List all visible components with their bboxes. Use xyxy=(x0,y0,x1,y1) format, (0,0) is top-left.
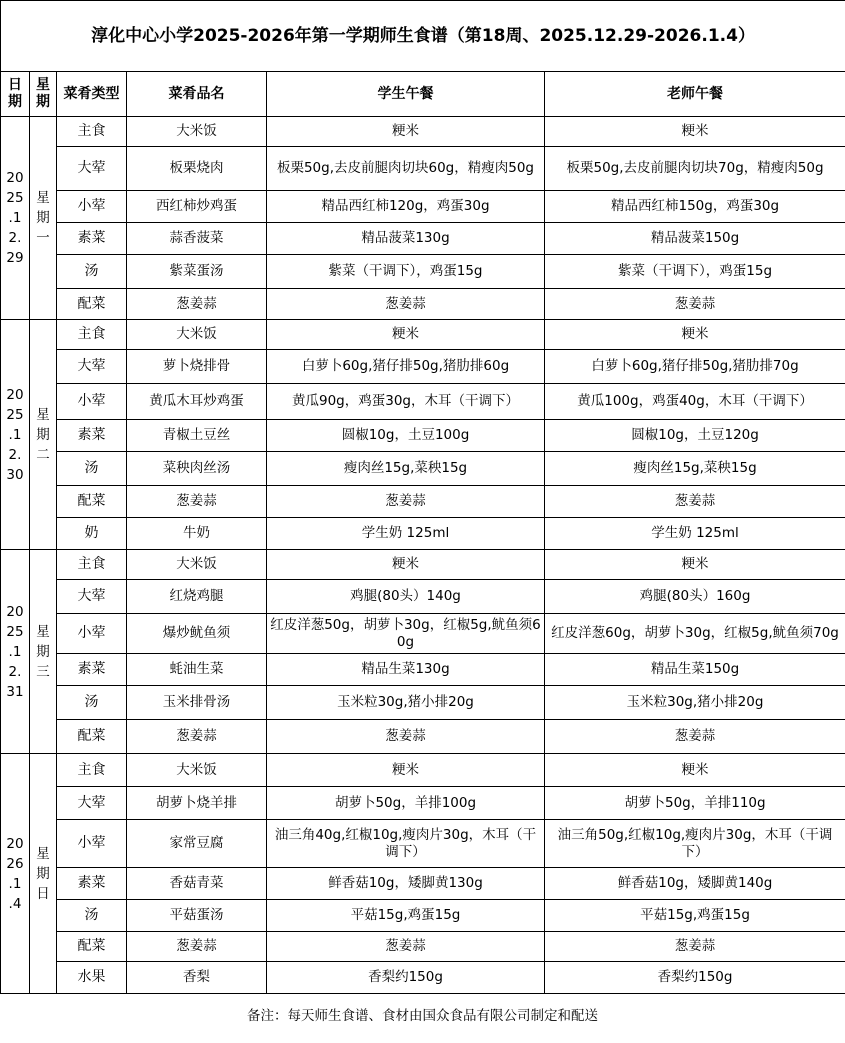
header-student-lunch: 学生午餐 xyxy=(267,72,545,117)
dish-name-cell: 家常豆腐 xyxy=(127,820,267,868)
student-lunch-cell: 粳米 xyxy=(267,754,545,787)
student-lunch-cell: 粳米 xyxy=(267,550,545,580)
category-cell: 配菜 xyxy=(57,486,127,518)
header-dish: 菜肴品名 xyxy=(127,72,267,117)
category-cell: 小荤 xyxy=(57,614,127,654)
student-lunch-cell: 紫菜（干调下），鸡蛋15g xyxy=(267,255,545,289)
table-row xyxy=(1,223,845,255)
header-weekday: 星 期 xyxy=(30,72,57,117)
table-row xyxy=(1,147,845,191)
table-row xyxy=(1,452,845,486)
category-cell: 配菜 xyxy=(57,289,127,320)
dish-name-cell: 玉米排骨汤 xyxy=(127,686,267,720)
table-row xyxy=(1,486,845,518)
category-cell: 配菜 xyxy=(57,932,127,962)
header-teacher-lunch: 老师午餐 xyxy=(545,72,845,117)
dish-name-cell: 菜秧肉丝汤 xyxy=(127,452,267,486)
teacher-lunch-cell: 精品西红柿150g，鸡蛋30g xyxy=(545,191,845,223)
dish-name-cell: 青椒土豆丝 xyxy=(127,420,267,452)
footnote: 备注：每天师生食谱、食材由国众食品有限公司制定和配送 xyxy=(247,1008,598,1024)
date-cell: 20 25 .1 2. 29 xyxy=(1,117,30,320)
category-cell: 大荤 xyxy=(57,350,127,384)
student-lunch-cell: 学生奶 125ml xyxy=(267,518,545,550)
category-cell: 素菜 xyxy=(57,420,127,452)
teacher-lunch-cell: 粳米 xyxy=(545,320,845,350)
teacher-lunch-cell: 粳米 xyxy=(545,117,845,147)
category-cell: 小荤 xyxy=(57,384,127,420)
teacher-lunch-cell: 粳米 xyxy=(545,754,845,787)
category-cell: 主食 xyxy=(57,117,127,147)
student-lunch-cell: 粳米 xyxy=(267,320,545,350)
category-cell: 小荤 xyxy=(57,820,127,868)
student-lunch-cell: 葱姜蒜 xyxy=(267,486,545,518)
date-cell: 20 25 .1 2. 30 xyxy=(1,320,30,550)
table-row xyxy=(1,420,845,452)
table-row xyxy=(1,550,845,580)
category-cell: 主食 xyxy=(57,754,127,787)
teacher-lunch-cell: 瘦肉丝15g,菜秧15g xyxy=(545,452,845,486)
date-cell: 20 25 .1 2. 31 xyxy=(1,550,30,754)
dish-name-cell: 大米饭 xyxy=(127,320,267,350)
teacher-lunch-cell: 鲜香菇10g，矮脚黄140g xyxy=(545,868,845,900)
table-row xyxy=(1,754,845,787)
table-row xyxy=(1,686,845,720)
table-row xyxy=(1,255,845,289)
category-cell: 奶 xyxy=(57,518,127,550)
title-row xyxy=(1,1,845,72)
teacher-lunch-cell: 紫菜（干调下），鸡蛋15g xyxy=(545,255,845,289)
header-category: 菜肴类型 xyxy=(57,72,127,117)
dish-name-cell: 红烧鸡腿 xyxy=(127,580,267,614)
dish-name-cell: 大米饭 xyxy=(127,117,267,147)
table-row xyxy=(1,191,845,223)
table-row xyxy=(1,350,845,384)
teacher-lunch-cell: 胡萝卜50g，羊排110g xyxy=(545,787,845,820)
teacher-lunch-cell: 平菇15g,鸡蛋15g xyxy=(545,900,845,932)
category-cell: 主食 xyxy=(57,550,127,580)
weekday-cell: 星 期 一 xyxy=(30,117,57,320)
category-cell: 素菜 xyxy=(57,654,127,686)
dish-name-cell: 紫菜蛋汤 xyxy=(127,255,267,289)
table-row xyxy=(1,518,845,550)
teacher-lunch-cell: 鸡腿(80头）160g xyxy=(545,580,845,614)
table-row xyxy=(1,320,845,350)
teacher-lunch-cell: 葱姜蒜 xyxy=(545,486,845,518)
teacher-lunch-cell: 红皮洋葱60g，胡萝卜30g，红椒5g,鱿鱼须70g xyxy=(545,614,845,654)
student-lunch-cell: 精品菠菜130g xyxy=(267,223,545,255)
category-cell: 汤 xyxy=(57,900,127,932)
weekday-cell: 星 期 二 xyxy=(30,320,57,550)
teacher-lunch-cell: 黄瓜100g，鸡蛋40g，木耳（干调下） xyxy=(545,384,845,420)
teacher-lunch-cell: 精品菠菜150g xyxy=(545,223,845,255)
table-row xyxy=(1,384,845,420)
table-row xyxy=(1,900,845,932)
table-row xyxy=(1,614,845,654)
dish-name-cell: 香菇青菜 xyxy=(127,868,267,900)
table-row xyxy=(1,654,845,686)
student-lunch-cell: 胡萝卜50g，羊排100g xyxy=(267,787,545,820)
table-row xyxy=(1,580,845,614)
teacher-lunch-cell: 香梨约150g xyxy=(545,962,845,994)
teacher-lunch-cell: 精品生菜150g xyxy=(545,654,845,686)
category-cell: 主食 xyxy=(57,320,127,350)
date-cell: 20 26 .1 .4 xyxy=(1,754,30,994)
student-lunch-cell: 粳米 xyxy=(267,117,545,147)
category-cell: 大荤 xyxy=(57,147,127,191)
student-lunch-cell: 平菇15g,鸡蛋15g xyxy=(267,900,545,932)
category-cell: 小荤 xyxy=(57,191,127,223)
dish-name-cell: 萝卜烧排骨 xyxy=(127,350,267,384)
teacher-lunch-cell: 白萝卜60g,猪仔排50g,猪肋排70g xyxy=(545,350,845,384)
teacher-lunch-cell: 葱姜蒜 xyxy=(545,289,845,320)
weekday-cell: 星 期 日 xyxy=(30,754,57,994)
category-cell: 配菜 xyxy=(57,720,127,754)
dish-name-cell: 牛奶 xyxy=(127,518,267,550)
student-lunch-cell: 黄瓜90g，鸡蛋30g，木耳（干调下） xyxy=(267,384,545,420)
table-row xyxy=(1,962,845,994)
teacher-lunch-cell: 油三角50g,红椒10g,瘦肉片30g，木耳（干调下） xyxy=(545,820,845,868)
teacher-lunch-cell: 学生奶 125ml xyxy=(545,518,845,550)
dish-name-cell: 蚝油生菜 xyxy=(127,654,267,686)
table-row xyxy=(1,932,845,962)
dish-name-cell: 胡萝卜烧羊排 xyxy=(127,787,267,820)
category-cell: 大荤 xyxy=(57,580,127,614)
student-lunch-cell: 瘦肉丝15g,菜秧15g xyxy=(267,452,545,486)
weekday-cell: 星 期 三 xyxy=(30,550,57,754)
dish-name-cell: 平菇蛋汤 xyxy=(127,900,267,932)
student-lunch-cell: 圆椒10g，土豆100g xyxy=(267,420,545,452)
student-lunch-cell: 葱姜蒜 xyxy=(267,289,545,320)
student-lunch-cell: 板栗50g,去皮前腿肉切块60g，精瘦肉50g xyxy=(267,147,545,191)
student-lunch-cell: 油三角40g,红椒10g,瘦肉片30g，木耳（干调下） xyxy=(267,820,545,868)
dish-name-cell: 香梨 xyxy=(127,962,267,994)
teacher-lunch-cell: 粳米 xyxy=(545,550,845,580)
dish-name-cell: 爆炒鱿鱼须 xyxy=(127,614,267,654)
page-title: 淳化中心小学2025-2026年第一学期师生食谱（第18周、2025.12.29-2026.1.4） xyxy=(1,1,845,72)
student-lunch-cell: 香梨约150g xyxy=(267,962,545,994)
category-cell: 大荤 xyxy=(57,787,127,820)
dish-name-cell: 黄瓜木耳炒鸡蛋 xyxy=(127,384,267,420)
student-lunch-cell: 精品西红柿120g，鸡蛋30g xyxy=(267,191,545,223)
dish-name-cell: 大米饭 xyxy=(127,550,267,580)
table-row xyxy=(1,868,845,900)
menu-body xyxy=(1,117,845,994)
category-cell: 汤 xyxy=(57,255,127,289)
student-lunch-cell: 玉米粒30g,猪小排20g xyxy=(267,686,545,720)
student-lunch-cell: 葱姜蒜 xyxy=(267,720,545,754)
dish-name-cell: 葱姜蒜 xyxy=(127,932,267,962)
teacher-lunch-cell: 玉米粒30g,猪小排20g xyxy=(545,686,845,720)
student-lunch-cell: 白萝卜60g,猪仔排50g,猪肋排60g xyxy=(267,350,545,384)
category-cell: 水果 xyxy=(57,962,127,994)
table-row xyxy=(1,820,845,868)
table-row xyxy=(1,289,845,320)
dish-name-cell: 蒜香菠菜 xyxy=(127,223,267,255)
dish-name-cell: 西红柿炒鸡蛋 xyxy=(127,191,267,223)
header-row xyxy=(1,72,845,117)
dish-name-cell: 板栗烧肉 xyxy=(127,147,267,191)
dish-name-cell: 大米饭 xyxy=(127,754,267,787)
category-cell: 素菜 xyxy=(57,868,127,900)
dish-name-cell: 葱姜蒜 xyxy=(127,289,267,320)
dish-name-cell: 葱姜蒜 xyxy=(127,720,267,754)
student-lunch-cell: 精品生菜130g xyxy=(267,654,545,686)
category-cell: 汤 xyxy=(57,452,127,486)
teacher-lunch-cell: 圆椒10g，土豆120g xyxy=(545,420,845,452)
student-lunch-cell: 红皮洋葱50g，胡萝卜30g，红椒5g,鱿鱼须60g xyxy=(267,614,545,654)
category-cell: 汤 xyxy=(57,686,127,720)
student-lunch-cell: 鲜香菇10g，矮脚黄130g xyxy=(267,868,545,900)
table-row xyxy=(1,787,845,820)
table-row xyxy=(1,117,845,147)
teacher-lunch-cell: 葱姜蒜 xyxy=(545,720,845,754)
teacher-lunch-cell: 板栗50g,去皮前腿肉切块70g，精瘦肉50g xyxy=(545,147,845,191)
header-date: 日 期 xyxy=(1,72,30,117)
student-lunch-cell: 葱姜蒜 xyxy=(267,932,545,962)
table-row xyxy=(1,720,845,754)
dish-name-cell: 葱姜蒜 xyxy=(127,486,267,518)
teacher-lunch-cell: 葱姜蒜 xyxy=(545,932,845,962)
category-cell: 素菜 xyxy=(57,223,127,255)
student-lunch-cell: 鸡腿(80头）140g xyxy=(267,580,545,614)
